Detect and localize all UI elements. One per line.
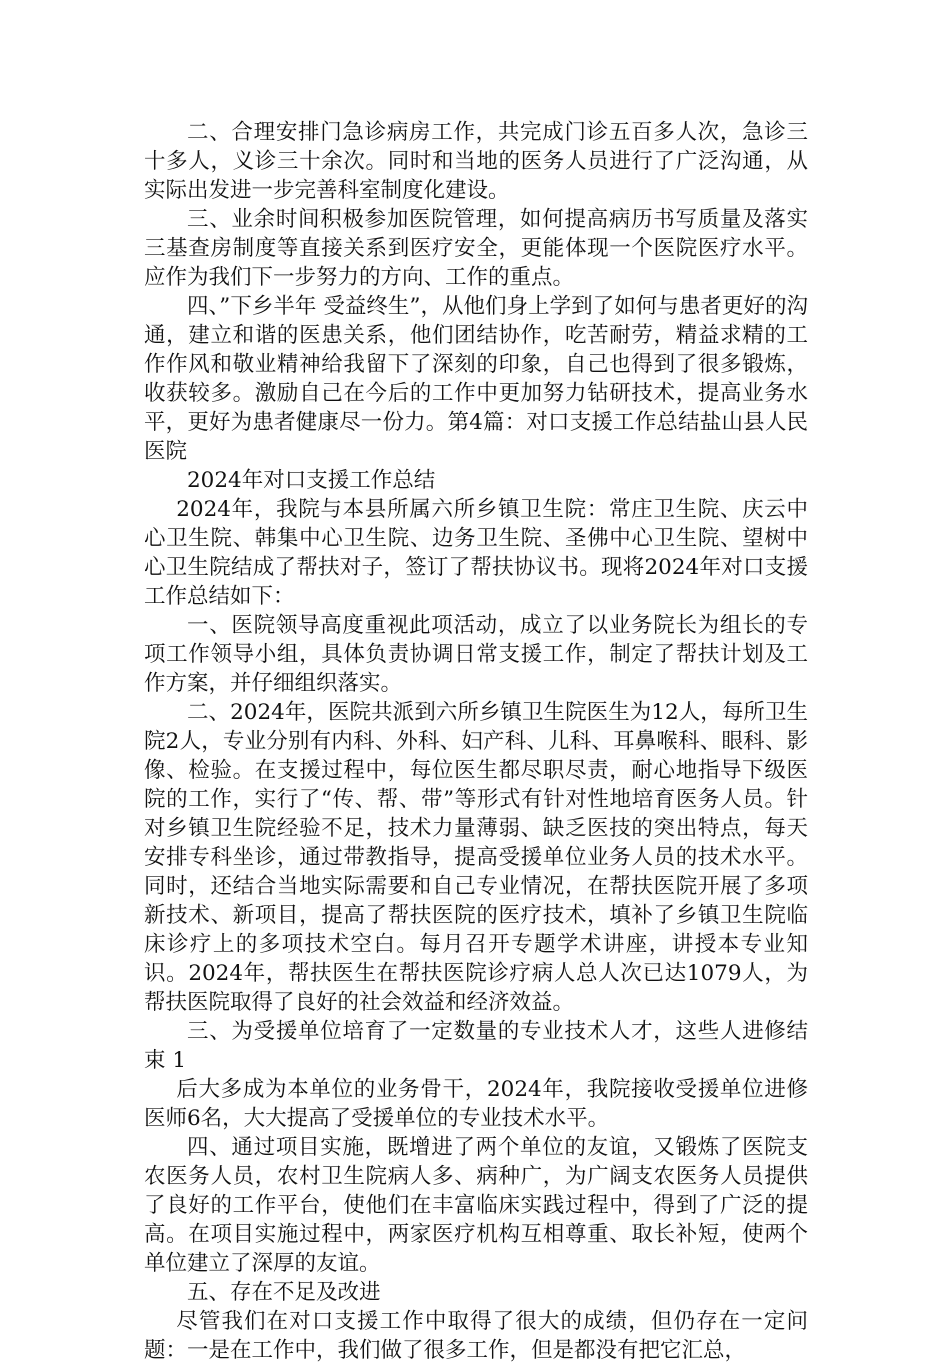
- paragraph-leadership: 一、医院领导高度重视此项活动，成立了以业务院长为组长的专项工作领导小组，具体负责协调日常支援工作，制定了帮扶计划及工作方案，并仔细组织落实。: [144, 613, 808, 696]
- paragraph-doctors-dispatched: 二、2024年，医院共派到六所乡镇卫生院医生为12人，每所卫生院2人，专业分别有内科、外科、妇产科、儿科、耳鼻喉科、眼科、影像、检验。在支援过程中，每位医生都尽职尽责，耐心地指导下级医院的工作，实行了“传、帮、带”等形式有针对性地培育医务人员。针对乡镇卫生院经验不足，技术力量薄弱、缺乏医技的突出特点，每天安排专科坐诊，通过带教指导，提高受援单位业务人员的技术水平。同时，还结合当地实际需要和自己专业情况，在帮扶医院开展了多项新技术、新项目，提高了帮扶医院的医疗技术，填补了乡镇卫生院临床诊疗上的多项技术空白。每月召开专题学术讲座，讲授本专业知识。2024年，帮扶医生在帮扶医院诊疗病人总人次已达1079人，为帮扶医院取得了良好的社会效益和经济效益。: [144, 700, 808, 1015]
- paragraph-outpatient-work: 二、合理安排门急诊病房工作，共完成门诊五百多人次，急诊三十多人，义诊三十余次。同时和当地的医务人员进行了广泛沟通，从实际出发进一步完善科室制度化建设。: [144, 120, 808, 203]
- paragraph-talent-training: 三、为受援单位培育了一定数量的专业技术人才，这些人进修结束 1: [144, 1019, 808, 1073]
- heading-shortcomings: 五、存在不足及改进: [187, 1280, 381, 1305]
- document-body: [144, 118, 808, 1365]
- paragraph-talent-training-cont: 后大多成为本单位的业务骨干，2024年，我院接收受援单位进修医师6名，大大提高了受援单位的专业技术水平。: [144, 1077, 808, 1131]
- paragraph-hospital-management: 三、业余时间积极参加医院管理，如何提高病历书写质量及落实三基查房制度等直接关系到医疗安全，更能体现一个医院医疗水平。应作为我们下一步努力的方向、工作的重点。: [144, 207, 808, 290]
- section-title: 2024年对口支援工作总结: [187, 468, 436, 493]
- paragraph-shortcomings: 尽管我们在对口支援工作中取得了很大的成绩，但仍存在一定问题：一是在工作中，我们做了很多工作，但是都没有把它汇总，: [144, 1309, 808, 1363]
- paragraph-intro: 2024年，我院与本县所属六所乡镇卫生院：常庄卫生院、庆云中心卫生院、韩集中心卫生院、边务卫生院、圣佛中心卫生院、望树中心卫生院结成了帮扶对子，签订了帮扶协议书。现将2024年对口支援工作总结如下：: [144, 497, 808, 609]
- paragraph-lessons-learned: 四、”下乡半年 受益终生”，从他们身上学到了如何与患者更好的沟通，建立和谐的医患关系，他们团结协作，吃苦耐劳，精益求精的工作作风和敬业精神给我留下了深刻的印象，自己也得到了很多锻炼，收获较多。激励自己在今后的工作中更加努力钻研技术，提高业务水平，更好为患者健康尽一份力。第4篇：对口支援工作总结盐山县人民医院: [144, 294, 808, 464]
- paragraph-friendship: 四、通过项目实施，既增进了两个单位的友谊，又锻炼了医院支农医务人员，农村卫生院病人多、病种广，为广阔支农医务人员提供了良好的工作平台，使他们在丰富临床实践过程中，得到了广泛的提高。在项目实施过程中，两家医疗机构互相尊重、取长补短，使两个单位建立了深厚的友谊。: [144, 1135, 808, 1276]
